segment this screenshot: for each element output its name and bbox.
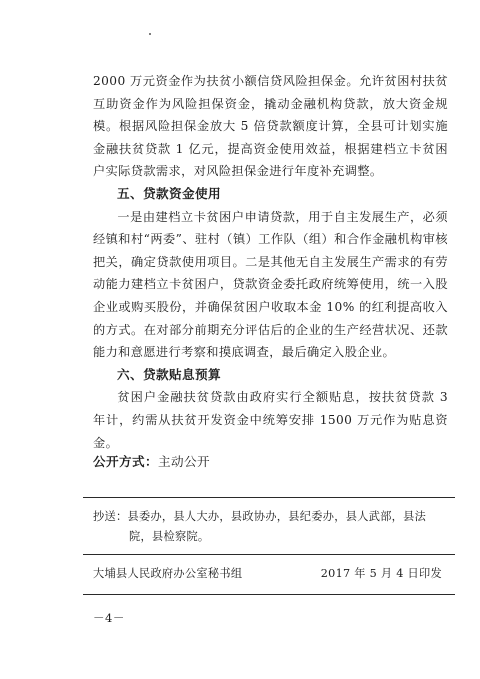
divider-top: [83, 497, 455, 498]
disclosure-line: [93, 451, 210, 470]
scan-speck: [149, 33, 151, 35]
issue-date: 2017 年 5 月 4 日印发: [320, 567, 442, 580]
paragraph-loan-use: 一是由建档立卡贫困户申请贷款，用于自主发展生产，必须经镇和村“两委”、驻村（镇）工作队（组）和合作金融机构审核把关，确定贷款使用项目。二是其他无自主发展生产需求的有劳动能力建档立卡贫困户，贷款资金委托政府统筹使用，统一入股企业或购买股份，并确保贫困户收取本金 10% 的红利提高收入的方式。在对部分前期充分评估后的企业的生产经营状况、还款能力和意愿进行考察和摸底调查，最后确定入股企业。: [93, 209, 448, 360]
cc-line-1: 抄送：县委办，县人大办，县政协办，县纪委办，县人武部，县法: [93, 510, 427, 523]
divider-middle: [83, 554, 455, 555]
disclosure-value: 主动公开: [157, 454, 210, 469]
page-number: －4－: [93, 611, 125, 625]
paragraph-interest-budget: 贫困户金融扶贫贷款由政府实行全额贴息，按扶贫贷款 3 年计，约需从扶贫开发资金中统筹安排 1500 万元作为贴息资金。: [93, 390, 448, 450]
section-heading-interest-budget: 六、贷款贴息预算: [117, 366, 221, 382]
issuing-office: 大埔县人民政府办公室秘书组: [93, 567, 243, 580]
disclosure-label: 公开方式：: [93, 454, 158, 469]
document-body: [93, 70, 448, 454]
cc-list: [93, 507, 443, 547]
divider-bottom: [83, 594, 455, 595]
section-heading-loan-use: 五、贷款资金使用: [117, 185, 221, 201]
cc-line-2: 院，县检察院。: [129, 530, 210, 543]
paragraph-guarantee-fund: 2000 万元资金作为扶贫小额信贷风险担保金。允许贫困村扶贫互助资金作为风险担保资金，撬动金融机构贷款，放大资金规模。根据风险担保金放大 5 倍贷款额度计算，全县可计划实施金融扶贫贷款 1 亿元，提高资金使用效益，根据建档立卡贫困户实际贷款需求，对风险担保金进行年度补充调整。: [93, 74, 448, 179]
